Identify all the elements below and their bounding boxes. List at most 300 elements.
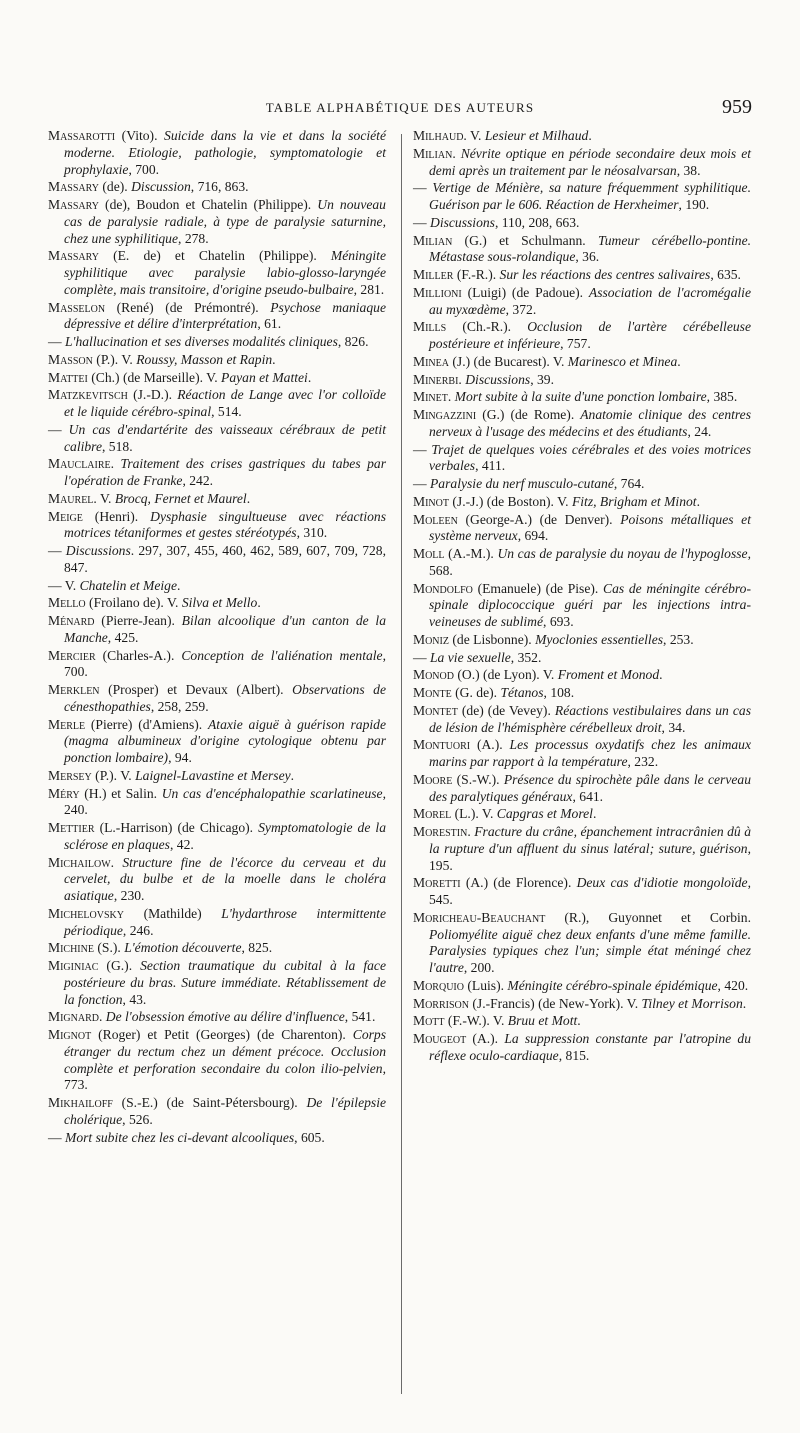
work-title: Lesieur et Milhaud <box>484 128 589 143</box>
entry-detail: (Prosper) et Devaux (Albert). <box>99 682 293 697</box>
index-entry <box>48 370 386 387</box>
index-entry <box>413 978 751 995</box>
work-title: Capgras et Morel <box>496 806 593 822</box>
entry-detail: (L.-Harrison) (de Chicago). <box>94 820 259 835</box>
work-title: Les processus oxydatifs chez les animaux marins par rapport à la température <box>429 737 752 769</box>
author-name: Mills <box>413 319 447 335</box>
work-title: Anatomie clinique des centres nerveux à l'usage des médecins et des étudiants <box>429 407 752 439</box>
index-entry <box>413 389 751 406</box>
page-refs: , 526. <box>122 1111 153 1127</box>
author-name: Mettier <box>48 820 95 835</box>
author-name: Mougeot <box>413 1031 467 1046</box>
entry-detail: . <box>98 1009 106 1025</box>
entry-detail: (R.), Guyonnet et Corbin. <box>545 909 751 925</box>
index-entry <box>413 667 751 684</box>
page-refs: , 61. <box>257 316 282 332</box>
entry-detail: (Pierre) (d'Amiens). <box>85 716 208 732</box>
entry-detail: (E. de) et Chatelin (Philippe). <box>99 248 331 264</box>
page-refs: , 764. <box>613 476 645 491</box>
index-entry <box>48 509 386 543</box>
index-entry <box>48 768 386 785</box>
index-entry <box>413 476 751 493</box>
page-refs: . <box>290 767 295 783</box>
index-entry <box>48 456 386 490</box>
page-refs: , 230. <box>113 888 145 903</box>
work-title: Poisons métalliques et système nerveux <box>429 511 751 544</box>
entry-detail: (de) (de Vevey). <box>457 702 555 718</box>
index-entry <box>413 215 751 232</box>
author-name: Merle <box>48 716 86 732</box>
work-title: Fracture du crâne, épanchement intracrânien dû à la rupture d'un affluent du sinus latéral; suture, guérison <box>429 824 752 856</box>
entry-detail: — <box>413 441 432 457</box>
entry-detail: (Pierre-Jean). <box>94 613 182 628</box>
author-name: Mersey <box>48 767 92 783</box>
work-title: Psychose maniaque dépressive et délire d'interprétation <box>64 299 386 332</box>
work-title: Bruu et Mott <box>507 1013 578 1029</box>
work-title: Traitement des crises gastriques du tabes par l'opération de Franke <box>64 456 387 488</box>
index-entry <box>48 855 386 905</box>
author-name: Morrison <box>413 995 469 1011</box>
right-column <box>413 128 751 1066</box>
index-entry <box>413 354 751 371</box>
page-refs: , 693. <box>543 614 574 629</box>
index-entry <box>413 442 751 476</box>
work-title: Corps étranger du rectum chez un dément précoce. Occlusion complète et perforation secondaire du colon ilio-pelvien <box>64 1027 386 1076</box>
entry-detail: — <box>48 421 69 437</box>
page-refs: . <box>588 128 592 143</box>
author-name: Minea <box>413 353 449 369</box>
author-name: Mello <box>48 595 86 611</box>
entry-detail: (A.). <box>466 1031 505 1046</box>
entry-detail: (Ch.) (de Marseille). V. <box>87 369 222 385</box>
work-title: Discussions <box>65 543 131 558</box>
page-refs: , 568. <box>429 546 751 578</box>
entry-detail: (A.). <box>470 737 510 753</box>
page-refs: , 545. <box>429 875 751 907</box>
index-entry <box>413 267 751 284</box>
work-title: Mort subite à la suite d'une ponction lombaire <box>454 389 707 405</box>
index-entry <box>48 248 386 298</box>
author-name: Miginiac <box>48 958 99 973</box>
index-entry <box>48 578 386 595</box>
author-name: Moniz <box>413 631 449 647</box>
index-entry <box>413 1013 751 1030</box>
work-title: Méningite cérébro-spinale épidémique <box>507 977 718 993</box>
work-title: Deux cas d'idiotie mongoloïde <box>576 875 748 891</box>
author-name: Minerbi <box>413 371 459 387</box>
index-entry <box>48 300 386 334</box>
page-refs: . <box>577 1013 581 1029</box>
author-name: Mikhailoff <box>48 1095 113 1110</box>
work-title: Conception de l'aliénation mentale <box>181 647 383 663</box>
entry-detail: (J.-J.) (de Boston). V. <box>448 493 572 509</box>
work-title: Un cas d'encéphalopathie scarlatineuse <box>161 785 383 801</box>
entry-detail: . <box>452 145 461 161</box>
author-name: Milian <box>413 145 453 161</box>
work-title: Un cas d'endartérite des vaisseaux cérébraux de petit calibre <box>64 421 386 454</box>
entry-detail: (Luigi) (de Padoue). <box>461 284 589 300</box>
entry-detail: (Ch.-R.). <box>446 319 528 335</box>
work-title: Dysphasie singultueuse avec réactions motrices tétaniformes et gestes stéréotypés <box>64 508 386 541</box>
entry-detail: (P.). V. <box>92 351 137 367</box>
page-refs: , 108. <box>543 685 575 700</box>
author-name: Massarotti <box>48 128 116 143</box>
work-title: La vie sexuelle <box>430 649 511 665</box>
entry-detail: (S.-E.) (de Saint-Pétersbourg). <box>112 1095 307 1110</box>
page-refs: , 190. <box>678 197 710 212</box>
entry-detail: (G. de). <box>451 685 501 700</box>
page-refs: , 94. <box>168 750 192 765</box>
author-name: Moretti <box>413 875 461 891</box>
entry-detail: (G.) et Schulmann. <box>452 232 598 248</box>
work-title: Cas de méningite cérébro-spinale diplococcique guéri par les injections intra-veineuses de sublimé <box>429 580 751 629</box>
work-title: Occlusion de l'artère cérébelleuse postérieure et inférieure <box>429 319 751 351</box>
index-entry <box>48 1009 386 1026</box>
index-entry <box>48 491 386 508</box>
author-name: Morquio <box>413 977 464 993</box>
entry-detail: (Vito). <box>115 128 165 143</box>
work-title: Symptomatologie de la sclérose en plaques <box>64 820 386 852</box>
entry-detail: . <box>110 854 123 870</box>
work-title: Tilney et Morrison <box>641 995 743 1011</box>
index-entry <box>413 875 751 909</box>
page-refs: , 514. <box>211 404 242 419</box>
work-title: Chatelin et Meige <box>79 577 178 593</box>
work-title: Mort subite chez les ci-devant alcooliques <box>65 1129 295 1145</box>
entry-detail: (O.) (de Lyon). V. <box>453 667 558 683</box>
index-entry <box>413 910 751 977</box>
index-entry <box>48 1130 386 1147</box>
index-entry <box>413 546 751 580</box>
entry-detail: — <box>48 334 65 349</box>
work-title: Structure fine de l'écorce du cerveau et du cervelet, du bulbe et de la moelle dans le choléra asiatique <box>64 854 387 903</box>
entry-detail: — <box>48 1129 65 1145</box>
work-title: Vertige de Ménière, sa nature fréquemment syphilitique. Guérison par le 606. Réaction de Herxheimer <box>429 180 751 212</box>
author-name: Massary <box>48 179 99 195</box>
index-entry <box>48 682 386 716</box>
index-entry <box>48 422 386 456</box>
page-refs: , 39. <box>530 371 554 387</box>
index-entry <box>48 352 386 369</box>
page-refs: , 716, 863. <box>190 179 249 195</box>
author-name: Moore <box>413 771 453 787</box>
page-refs: . <box>272 351 276 367</box>
entry-detail: . <box>447 389 455 405</box>
work-title: L'émotion découverte <box>124 940 242 956</box>
index-entry <box>48 786 386 820</box>
work-title: Association de l'acromégalie au myxœdème <box>429 284 751 317</box>
page-refs: , 242. <box>182 473 214 488</box>
entry-detail: (de), Boudon et Chatelin (Philippe). <box>99 197 318 212</box>
entry-detail: — <box>413 476 430 491</box>
index-entry <box>48 906 386 940</box>
work-title: Section traumatique du cubital à la face postérieure du bras. Suture immédiate. Rétablissement de la fonction <box>64 958 386 1007</box>
work-title: De l'épilepsie cholérique <box>64 1095 387 1127</box>
page-refs: , 372. <box>505 301 537 317</box>
work-title: Réaction de Lange avec l'or colloïde et le liquide cérébro-spinal <box>64 387 386 419</box>
work-title: Trajet de quelques voies cérébrales et des voies motrices verbales <box>429 441 751 474</box>
index-entry <box>413 996 751 1013</box>
author-name: Méry <box>48 785 80 801</box>
page-number: 959 <box>722 96 752 118</box>
index-entry <box>413 512 751 546</box>
page-refs: , 232. <box>627 754 659 769</box>
index-entry <box>48 387 386 421</box>
entry-detail: (H.) et Salin. <box>79 785 162 801</box>
page-refs: , 757. <box>560 336 591 351</box>
entry-detail: (de Lisbonne). <box>448 631 536 647</box>
author-name: Michine <box>48 940 94 956</box>
author-name: Massary <box>48 197 99 212</box>
page-refs: . <box>742 995 747 1011</box>
entry-detail: (J.-D.). <box>127 387 178 403</box>
page-refs: , 425. <box>107 629 139 645</box>
author-name: Michelovsky <box>48 905 124 921</box>
entry-detail: (Henri). <box>82 508 151 524</box>
page-refs: . <box>659 667 663 683</box>
work-title: Méningite syphilitique avec paralysie labio-glosso-laryngée complète, mais transitoire, d'origine pseudo-bulbaire <box>64 248 386 297</box>
author-name: Moleen <box>413 511 458 527</box>
page-refs: , 258, 259. <box>150 698 209 714</box>
author-name: Mignot <box>48 1027 92 1042</box>
page-refs: , 278. <box>178 230 209 246</box>
entry-detail: (J.) (de Bucarest). V. <box>448 353 568 369</box>
entry-detail: (J.-Francis) (de New-York). V. <box>468 995 642 1011</box>
work-title: Tétanos <box>500 685 544 700</box>
author-name: Ménard <box>48 613 95 628</box>
author-name: Mauclaire <box>48 456 111 472</box>
entry-detail: (Emanuele) (de Pise). <box>472 580 604 596</box>
page-refs: , 605. <box>294 1129 325 1145</box>
page-refs: , 34. <box>661 719 686 735</box>
author-name: Mondolfo <box>413 580 473 596</box>
index-entry <box>48 958 386 1008</box>
page-refs: , 694. <box>517 528 549 544</box>
page-refs: , 700. <box>64 647 386 680</box>
work-title: Observations de cénesthopathies <box>64 682 386 714</box>
page-refs: , 310. <box>296 525 328 541</box>
index-entry <box>413 233 751 267</box>
entry-detail: . V. <box>463 128 485 143</box>
work-title: Discussions <box>430 214 495 230</box>
author-name: Millioni <box>413 284 462 300</box>
page-refs: , 253. <box>663 631 694 647</box>
index-entry <box>48 1095 386 1129</box>
author-name: Mignard <box>48 1009 99 1025</box>
index-entry <box>413 494 751 511</box>
page-refs: . <box>307 369 312 385</box>
index-entry <box>413 632 751 649</box>
work-title: Silva et Mello <box>181 595 258 611</box>
index-entry <box>413 703 751 737</box>
entry-detail: (A.-M.). <box>444 546 498 561</box>
index-entry <box>48 543 386 577</box>
author-name: Minet <box>413 389 448 405</box>
index-entry <box>413 824 751 874</box>
column-divider <box>401 134 402 1394</box>
page-refs: , 246. <box>122 922 154 938</box>
entry-detail: . V. <box>93 490 115 506</box>
entry-detail: . <box>110 456 121 472</box>
work-title: Discussions <box>465 371 531 387</box>
page-refs: , 240. <box>64 785 386 818</box>
page-refs: , 38. <box>676 162 701 178</box>
index-entry <box>48 197 386 247</box>
author-name: Mattei <box>48 369 88 385</box>
index-entry <box>413 128 751 145</box>
author-name: Mingazzini <box>413 407 477 422</box>
page-refs: , 815. <box>558 1047 590 1063</box>
page-refs: . <box>177 577 181 593</box>
index-entry <box>413 285 751 319</box>
entry-detail: (F.-R.). <box>453 267 500 282</box>
work-title: Ataxie aiguë à guérison rapide (magma albumineux d'origine cytologique obtenu par ponction lombaire) <box>64 716 386 765</box>
index-entry <box>413 737 751 771</box>
page-refs: , 518. <box>102 438 133 454</box>
entry-detail: (Mathilde) <box>123 905 222 921</box>
index-columns <box>48 128 760 1408</box>
entry-detail: (P.). V. <box>91 767 136 783</box>
page-refs: , 43. <box>122 991 147 1007</box>
author-name: Moll <box>413 546 445 561</box>
author-name: Morel <box>413 806 452 822</box>
page-refs: , 541. <box>344 1009 376 1025</box>
page-refs: , 36. <box>575 249 600 265</box>
left-column <box>48 128 386 1147</box>
work-title: Tumeur cérébello-pontine. Métastase sous-rolandique <box>429 232 751 265</box>
index-entry <box>48 648 386 682</box>
entry-detail: (S.-W.). <box>452 771 504 787</box>
page-refs: , 635. <box>710 267 741 282</box>
author-name: Monte <box>413 685 452 700</box>
page-refs: , 411. <box>475 458 506 474</box>
page-refs: . <box>246 490 251 506</box>
work-title: Payan et Mattei <box>221 369 308 385</box>
entry-detail: (G.) (de Rome). <box>476 407 581 422</box>
page-refs: , 281. <box>353 281 385 297</box>
work-title: Un cas de paralysie du noyau de l'hypoglosse <box>497 546 748 561</box>
author-name: Masselon <box>48 299 106 315</box>
entry-detail: — <box>413 214 430 230</box>
author-name: Milhaud <box>413 128 464 143</box>
author-name: Montet <box>413 702 458 718</box>
index-entry <box>48 1027 386 1094</box>
page-refs: , 24. <box>687 423 712 439</box>
author-name: Miller <box>413 267 454 282</box>
work-title: L'hydarthrose intermittente périodique <box>64 905 386 938</box>
page-refs: . <box>592 806 597 822</box>
author-name: Minot <box>413 493 449 509</box>
index-entry <box>413 772 751 806</box>
index-entry <box>413 581 751 631</box>
author-name: Masson <box>48 351 93 367</box>
page-refs: , 352. <box>510 649 542 665</box>
work-title: Névrite optique en période secondaire deux mois et demi après un traitement par le néosalvarsan <box>429 145 751 178</box>
entry-detail: (F.-W.). V. <box>444 1013 508 1029</box>
author-name: Morestin <box>413 824 468 839</box>
entry-detail: . <box>458 371 466 387</box>
work-title: Myoclonies essentielles <box>535 631 664 647</box>
page-refs: , 195. <box>429 840 751 873</box>
entry-detail: (de). <box>99 179 132 195</box>
page-refs: , 700. <box>128 161 160 177</box>
work-title: La suppression constante par l'atropine du réflexe oculo-cardiaque <box>429 1031 752 1063</box>
author-name: Matzkevitsch <box>48 387 128 403</box>
page-refs: , 420. <box>717 977 749 993</box>
index-entry <box>48 128 386 178</box>
work-title: Marinesco et Minea <box>567 353 678 369</box>
entry-detail: — V. <box>48 577 80 593</box>
index-entry <box>413 1031 751 1065</box>
entry-detail: — <box>413 649 430 665</box>
work-title: Roussy, Masson et Rapin <box>136 351 273 367</box>
index-entry <box>413 650 751 667</box>
work-title: Suicide dans la vie et dans la société moderne. Etiologie, pathologie, symptomatologie et prophylaxie <box>64 128 386 177</box>
page-refs: , 773. <box>64 1060 386 1093</box>
page-refs: , 826. <box>337 334 369 349</box>
index-entry <box>413 180 751 214</box>
index-entry <box>48 613 386 647</box>
work-title: Brocq, Fernet et Maurel <box>114 490 247 506</box>
page-refs: , 385. <box>706 389 738 405</box>
work-title: Laignel-Lavastine et Mersey <box>135 767 291 783</box>
index-entry <box>413 806 751 823</box>
work-title: Sur les réactions des centres salivaires <box>499 267 711 282</box>
page-refs: . <box>257 595 261 611</box>
author-name: Maurel <box>48 490 94 506</box>
index-entry <box>413 407 751 441</box>
running-title: TABLE ALPHABÉTIQUE DES AUTEURS <box>265 100 535 115</box>
entry-detail: (René) (de Prémontré). <box>105 299 271 315</box>
entry-detail: — <box>48 543 66 558</box>
index-entry <box>413 146 751 180</box>
work-title: L'hallucination et ses diverses modalités cliniques <box>65 334 338 349</box>
index-entry <box>48 940 386 957</box>
index-entry <box>413 319 751 353</box>
author-name: Meige <box>48 508 83 524</box>
author-name: Montuori <box>413 737 471 753</box>
page-refs: , 42. <box>169 836 194 852</box>
index-entry <box>48 717 386 767</box>
page-header <box>0 96 800 122</box>
entry-detail: (S.). <box>93 940 125 956</box>
page-refs: . <box>696 493 700 509</box>
work-title: Réactions vestibulaires dans un cas de lésion de l'hémisphère cérébelleux droit <box>429 702 751 735</box>
entry-detail: (Charles-A.). <box>95 647 182 663</box>
author-name: Moricheau-Beauchant <box>413 909 546 925</box>
author-name: Massary <box>48 248 99 264</box>
entry-detail: (G.). <box>98 958 141 973</box>
page-refs: . 297, 307, 455, 460, 462, 589, 607, 709, 728, 847. <box>64 543 386 575</box>
index-entry <box>48 179 386 196</box>
page-refs: , 110, 208, 663. <box>494 214 580 230</box>
work-title: Bilan alcoolique d'un canton de la Manche <box>64 613 387 645</box>
entry-detail: (Roger) et Petit (Georges) (de Charenton). <box>91 1027 353 1042</box>
author-name: Monod <box>413 667 454 683</box>
author-name: Merklen <box>48 682 100 697</box>
entry-detail: . <box>467 824 475 839</box>
work-title: Poliomyélite aiguë chez deux enfants d'une même famille. Paralysies typiques chez l'un; simple état méningé chez l'autre <box>429 926 751 975</box>
page-refs: , 641. <box>572 788 604 804</box>
index-entry <box>413 372 751 389</box>
work-title: Présence du spirochète pâle dans le cerveau des paralytiques généraux <box>429 771 751 804</box>
entry-detail: (Luis). <box>463 977 508 993</box>
work-title: Froment et Monod <box>557 667 660 683</box>
index-entry <box>48 334 386 351</box>
page-refs: , 200. <box>463 960 495 975</box>
work-title: Discussion <box>131 179 191 195</box>
page-refs: . <box>677 353 681 369</box>
